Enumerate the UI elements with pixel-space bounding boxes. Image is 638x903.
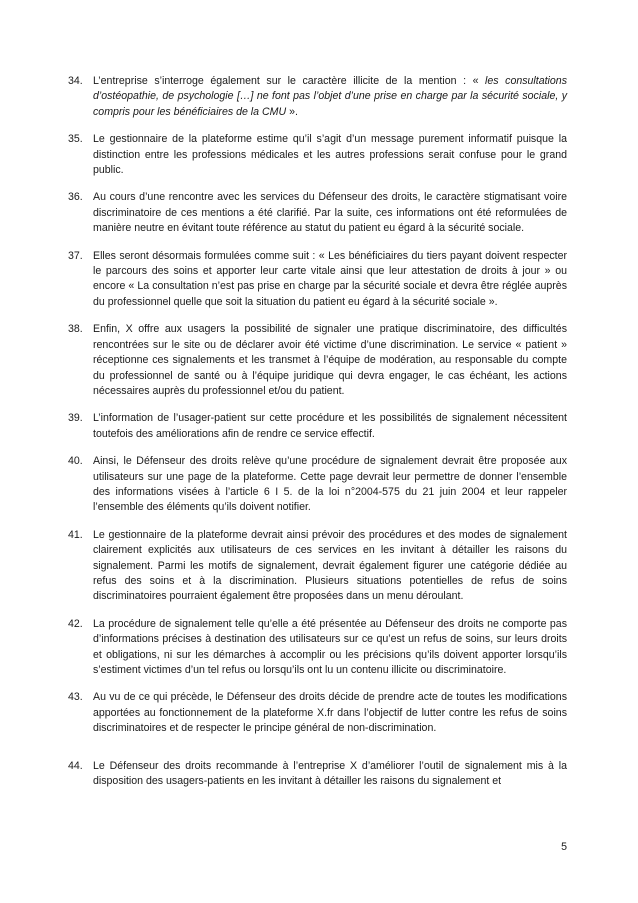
paragraph-text: Enfin, X offre aux usagers la possibilité de signaler une pratique discriminatoire, des difficultés rencontrées sur le site ou de déclarer avoir été victime d’une discrimination. Le service « patient » réceptionne ces signalements et les transmet à l’équipe de modération, au responsable du compte du professionnel de santé ou à l’équipe juridique qui devra engager, le cas échéant, les actions nécessaires auprès du professionnel et/ou du patient. <box>93 323 567 397</box>
paragraph-text: Au cours d’une rencontre avec les services du Défenseur des droits, le caractère stigmatisant voire discriminatoire de ces mentions a été clarifié. Par la suite, ces informations ont été reformulées de manière neutre en évitant toute référence au statut du patient eu égard à la sécurité sociale. <box>93 191 567 235</box>
paragraph-text-end: ». <box>286 105 298 118</box>
paragraph-text: Le gestionnaire de la plateforme estime qu’il s’agit d’un message purement informatif puisque la distinction entre les professions médicales et les autres professions serait confuse pour le grand public. <box>93 133 567 177</box>
paragraph-number: 44. <box>68 759 83 772</box>
paragraph-number: 40. <box>68 455 83 468</box>
paragraph-number: 39. <box>68 412 83 425</box>
paragraph-number: 43. <box>68 691 83 704</box>
paragraph-text: Le gestionnaire de la plateforme devrait ainsi prévoir des procédures et des modes de signalement clairement explicités aux utilisateurs de ces services en les invitant à détailler les raisons du signalement. Parmi les motifs de signalement, devrait également figurer une catégorie dédiée au refus des soins et à la discrimination. Plusieurs situations potentielles de refus de soins discriminatoires pourraient également être proposées dans un menu déroulant. <box>93 528 567 603</box>
page-body <box>68 74 567 801</box>
paragraph-number: 37. <box>68 249 83 262</box>
paragraph-38 <box>68 322 567 399</box>
page-number: 5 <box>561 841 567 853</box>
paragraph-text: L’entreprise s’interroge également sur le caractère illicite de la mention : « <box>93 75 486 87</box>
paragraph-44 <box>68 759 567 790</box>
paragraph-42 <box>68 617 567 679</box>
paragraph-40 <box>68 454 567 516</box>
paragraph-35 <box>68 132 567 178</box>
paragraph-text: Au vu de ce qui précède, le Défenseur des droits décide de prendre acte de toutes les modifications apportées au fonctionnement de la plateforme X.fr dans l’objectif de lutter contre les refus de soins discriminatoires et de respecter le principe général de non-discrimination. <box>93 691 567 735</box>
paragraph-text: Elles seront désormais formulées comme suit : « Les bénéficiaires du tiers payant doivent respecter le parcours des soins et apporter leur carte vitale ainsi que leur attestation de droits à jour » ou encore « La consultation n’est pas prise en charge par la sécurité sociale et devra être réglée auprès du professionnel quelle que soit la situation du patient eu égard à la sécurité sociale ». <box>93 249 567 308</box>
paragraph-number: 34. <box>68 75 83 87</box>
paragraph-37 <box>68 249 567 311</box>
paragraph-number: 35. <box>68 133 83 146</box>
paragraph-text: Le Défenseur des droits recommande à l’entreprise X d’améliorer l’outil de signalement mis à la disposition des usagers-patients en les invitant à détailler les raisons du signalement et <box>93 759 567 788</box>
paragraph-number: 38. <box>68 323 83 336</box>
paragraph-text: Ainsi, le Défenseur des droits relève qu’une procédure de signalement devrait être proposée aux utilisateurs sur une page de la plateforme. Cette page devrait leur permettre de donner l’ensemble des informations visées à l’article 6 I 5. de la loi n°2004-575 du 21 juin 2004 et leur rappeler l’ensemble des éléments qu’ils doivent notifier. <box>93 455 567 514</box>
paragraph-text: La procédure de signalement telle qu’elle a été présentée au Défenseur des droits ne comporte pas d’informations précises à destination des utilisateurs sur ce qu’est un refus de soins, sur leurs droits et obligations, ni sur les démarches à accomplir ou les précisions qu’ils doivent apporter lorsqu’ils s’estiment victimes d’un tel refus ou lorsqu’ils ont lu un contenu illicite ou discriminatoire. <box>93 617 567 676</box>
paragraph-39 <box>68 411 567 442</box>
paragraph-number: 42. <box>68 617 83 630</box>
paragraph-43 <box>68 690 567 736</box>
paragraph-36 <box>68 190 567 236</box>
paragraph-number: 41. <box>68 528 83 541</box>
quoted-mention: les consultations d’ostéopathie, de psychologie […] ne font pas l’objet d’une prise en charge par la sécurité sociale, y compris pour les bénéficiaires de la CMU <box>93 75 567 118</box>
paragraph-34 <box>68 74 567 120</box>
paragraph-text: L’information de l’usager-patient sur cette procédure et les possibilités de signalement nécessitent toutefois des améliorations afin de rendre ce service effectif. <box>93 412 567 440</box>
paragraph-41 <box>68 528 567 605</box>
paragraph-number: 36. <box>68 191 83 204</box>
